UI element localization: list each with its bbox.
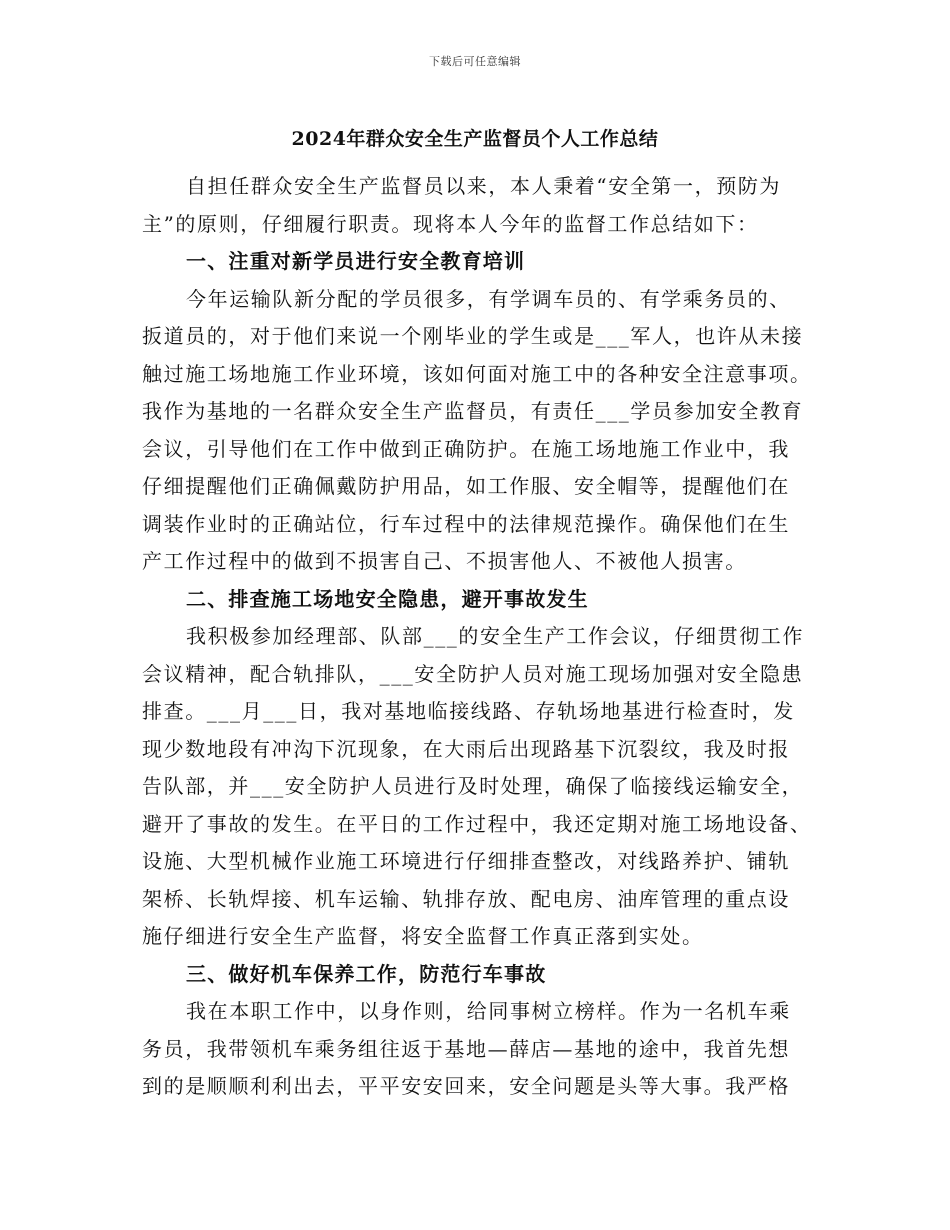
paragraph-line: 我作为基地的一名群众安全生产监督员，有责任___学员参加安全教育 (142, 399, 804, 423)
document-body (142, 168, 824, 1106)
paragraph-line: 产工作过程中的做到不损害自己、不损害他人、不被他人损害。 (142, 549, 747, 573)
paragraph-line: 告队部，并___安全防护人员进行及时处理，确保了临接线运输安全， (142, 774, 804, 798)
paragraph-line: 触过施工场地施工作业环境，该如何面对施工中的各种安全注意事项。 (142, 361, 812, 386)
paragraph-line: 自担任群众安全生产监督员以来，本人秉着“安全第一，预防为 (186, 174, 782, 198)
paragraph-line: 我积极参加经理部、队部___的安全生产工作会议，仔细贯彻工作 (186, 624, 804, 648)
paragraph-line: 到的是顺顺利利出去，平平安安回来，安全问题是头等大事。我严格 (142, 1074, 790, 1098)
paragraph-line: 会议，引导他们在工作中做到正确防护。在施工场地施工作业中，我 (142, 436, 790, 461)
paragraph-line: 调装作业时的正确站位，行车过程中的法律规范操作。确保他们在生 (142, 511, 790, 536)
paragraph-line: 施仔细进行安全生产监督，将安全监督工作真正落到实处。 (142, 924, 704, 948)
section-heading-3: 三、做好机车保养工作，防范行车事故 (186, 961, 547, 986)
paragraph-line: 务员，我带领机车乘务组往返于基地—薛店—基地的途中，我首先想 (142, 1036, 790, 1061)
document-title: 2024年群众安全生产监督员个人工作总结 (291, 128, 659, 150)
paragraph-line: 扳道员的，对于他们来说一个刚毕业的学生或是___军人，也许从未接 (142, 324, 804, 348)
paragraph-line: 今年运输队新分配的学员很多，有学调车员的、有学乘务员的、 (186, 286, 791, 311)
page-header-note: 下载后可任意编辑 (429, 55, 521, 68)
paragraph-line: 架桥、长轨焊接、机车运输、轨排存放、配电房、油库管理的重点设 (142, 886, 790, 911)
paragraph-line: 会议精神，配合轨排队，___安全防护人员对施工现场加强对安全隐患 (142, 661, 804, 686)
section-heading-2: 二、排查施工场地安全隐患，避开事故发生 (186, 586, 589, 611)
section-heading-1: 一、注重对新学员进行安全教育培训 (186, 249, 526, 273)
paragraph-line: 避开了事故的发生。在平日的工作过程中，我还定期对施工场地设备、 (142, 811, 812, 836)
paragraph-line: 主”的原则，仔细履行职责。现将本人今年的监督工作总结如下： (142, 211, 759, 236)
paragraph-line: 排查。___月___日，我对基地临接线路、存轨场地基进行检查时，发 (142, 699, 795, 723)
paragraph-line: 仔细提醒他们正确佩戴防护用品，如工作服、安全帽等，提醒他们在 (142, 474, 790, 498)
paragraph-line: 现少数地段有冲沟下沉现象，在大雨后出现路基下沉裂纹，我及时报 (142, 736, 790, 761)
paragraph-line: 我在本职工作中，以身作则，给同事树立榜样。作为一名机车乘 (186, 999, 791, 1023)
paragraph-line: 设施、大型机械作业施工环境进行仔细排查整改，对线路养护、铺轨 (142, 849, 790, 873)
